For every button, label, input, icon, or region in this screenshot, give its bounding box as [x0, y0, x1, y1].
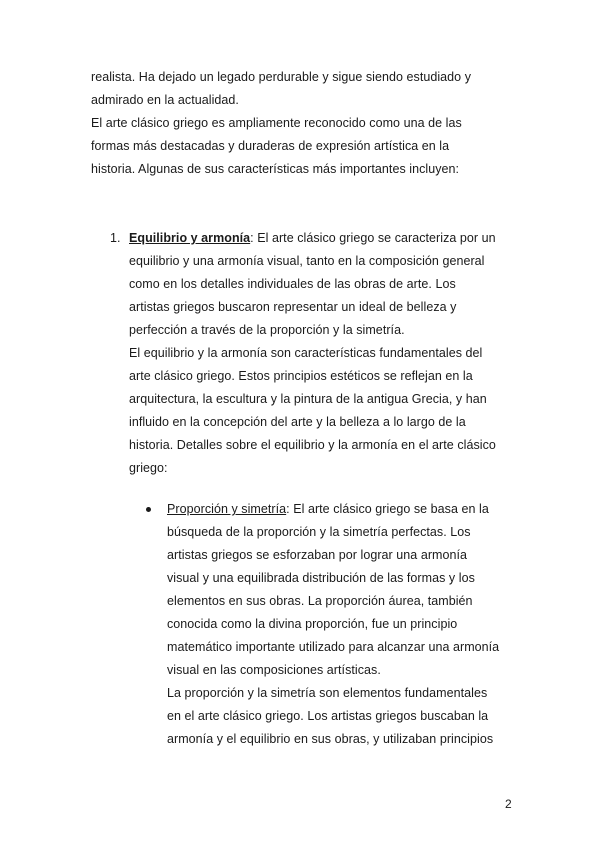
item-line: arquitectura, la escultura y la pintura de la antigua Grecia, y han — [129, 392, 487, 406]
bullet-line: visual en las composiciones artísticas. — [167, 663, 381, 677]
page-number: 2 — [505, 797, 512, 811]
bullet-line: conocida como la divina proporción, fue un principio — [167, 617, 458, 631]
bullet-line: La proporción y la simetría son elementos fundamentales — [167, 686, 488, 700]
item-line: equilibrio y una armonía visual, tanto en la composición general — [129, 254, 485, 268]
intro-line: admirado en la actualidad. — [91, 93, 239, 107]
bullet-line: búsqueda de la proporción y la simetría perfectas. Los — [167, 525, 471, 539]
bullet-line: matemático importante utilizado para alcanzar una armonía — [167, 640, 500, 654]
item-line: influido en la concepción del arte y la belleza a lo largo de la — [129, 415, 466, 429]
bullet-line: en el arte clásico griego. Los artistas griegos buscaban la — [167, 709, 489, 723]
list-number: 1. — [110, 231, 121, 245]
bullet-line: artistas griegos se esforzaban por lograr una armonía — [167, 548, 468, 562]
bullet-line: visual y una equilibrada distribución de las formas y los — [167, 571, 475, 585]
bullet-line: elementos en sus obras. La proporción áurea, también — [167, 594, 473, 608]
item-line: arte clásico griego. Estos principios estéticos se reflejan en la — [129, 369, 473, 383]
item-line: griego: — [129, 461, 168, 475]
item-line: como en los detalles individuales de las obras de arte. Los — [129, 277, 456, 291]
item-term: Equilibrio y armonía — [129, 231, 251, 245]
item-line: historia. Detalles sobre el equilibrio y la armonía en el arte clásico — [129, 438, 496, 452]
item-line: perfección a través de la proporción y la simetría. — [129, 323, 405, 337]
intro-line: historia. Algunas de sus características más importantes incluyen: — [91, 162, 460, 176]
item-line: El equilibrio y la armonía son características fundamentales del — [129, 346, 483, 360]
item-first-line — [129, 227, 496, 250]
item-first-line-rest: : El arte clásico griego se caracteriza por un — [250, 231, 496, 245]
item-line: artistas griegos buscaron representar un ideal de belleza y — [129, 300, 457, 314]
bullet-line: armonía y el equilibrio en sus obras, y utilizaban principios — [167, 732, 494, 746]
bullet-first-line-rest: : El arte clásico griego se basa en la — [286, 502, 489, 516]
intro-line: El arte clásico griego es ampliamente reconocido como una de las — [91, 116, 462, 130]
intro-line: formas más destacadas y duraderas de expresión artística en la — [91, 139, 450, 153]
bullet-dot-icon — [146, 507, 151, 512]
intro-line: realista. Ha dejado un legado perdurable y sigue siendo estudiado y — [91, 70, 471, 84]
bullet-first-line — [167, 498, 489, 521]
bullet-term: Proporción y simetría — [167, 502, 287, 516]
